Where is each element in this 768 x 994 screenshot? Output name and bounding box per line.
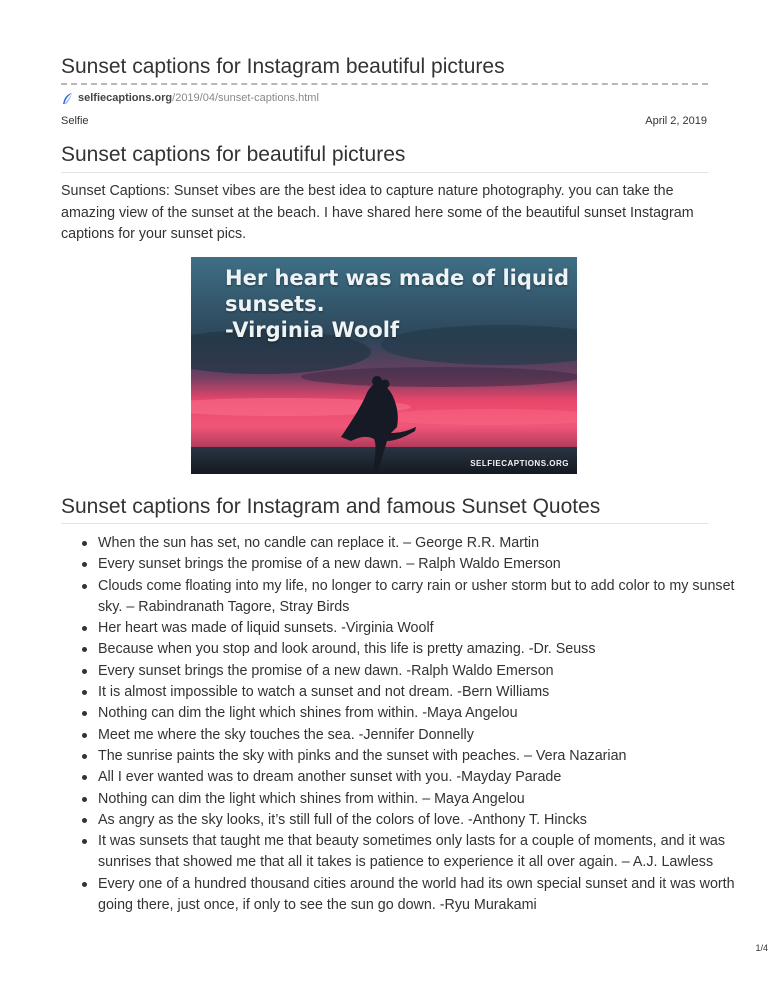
feather-favicon-icon	[61, 92, 74, 105]
image-watermark: SELFIECAPTIONS.ORG	[470, 459, 569, 468]
sunset-quote-image	[191, 257, 577, 474]
list-item: Every sunset brings the promise of a new dawn. – Ralph Waldo Emerson	[98, 554, 748, 575]
quotes-section-heading: Sunset captions for Instagram and famous Sunset Quotes	[61, 495, 601, 518]
source-domain[interactable]: selfiecaptions.org	[78, 92, 173, 104]
heading-rule	[61, 172, 708, 173]
list-item: All I ever wanted was to dream another sunset with you. -Mayday Parade	[98, 767, 748, 788]
list-item: The sunrise paints the sky with pinks and the sunset with peaches. – Vera Nazarian	[98, 746, 748, 767]
source-path[interactable]: /2019/04/sunset-captions.html	[172, 92, 319, 104]
list-item: Because when you stop and look around, this life is pretty amazing. -Dr. Seuss	[98, 639, 748, 660]
post-date: April 2, 2019	[645, 115, 707, 127]
list-item: Her heart was made of liquid sunsets. -Virginia Woolf	[98, 618, 748, 639]
list-item: Nothing can dim the light which shines from within. -Maya Angelou	[98, 703, 748, 724]
image-quote-text: Her heart was made of liquid sunsets. -Virginia Woolf	[225, 266, 570, 342]
list-item: When the sun has set, no candle can replace it. – George R.R. Martin	[98, 533, 748, 554]
intro-paragraph: Sunset Captions: Sunset vibes are the best idea to capture nature photography. you can take the amazing view of the sunset at the beach. I have shared here some of the beautiful sunset Instagram captions for your sunset pics.	[61, 183, 694, 242]
quotes-list	[61, 533, 748, 916]
section-rule	[61, 523, 708, 524]
list-item: Every sunset brings the promise of a new dawn. -Ralph Waldo Emerson	[98, 661, 748, 682]
list-item: Meet me where the sky touches the sea. -Jennifer Donnelly	[98, 725, 748, 746]
list-item: It was sunsets that taught me that beauty sometimes only lasts for a couple of moments, and it was sunrises that showed me that all it takes is patience to experience it all over again. – A.J. Lawless	[98, 831, 748, 874]
list-item: Every one of a hundred thousand cities around the world had its own special sunset and it was worth going there, just once, if only to see the sun go down. -Ryu Murakami	[98, 874, 748, 917]
list-item: Clouds come floating into my life, no longer to carry rain or usher storm but to add color to my sunset sky. – Rabindranath Tagore, Stray Birds	[98, 576, 748, 619]
list-item: Nothing can dim the light which shines from within. – Maya Angelou	[98, 789, 748, 810]
article-heading: Sunset captions for beautiful pictures	[61, 143, 406, 166]
list-item: As angry as the sky looks, it’s still full of the colors of love. -Anthony T. Hincks	[98, 810, 748, 831]
category-label: Selfie	[61, 115, 89, 127]
document-title: Sunset captions for Instagram beautiful pictures	[61, 55, 505, 78]
source-url[interactable]	[61, 90, 319, 106]
title-divider	[61, 83, 708, 85]
page-number: 1/4	[755, 943, 768, 953]
list-item: It is almost impossible to watch a sunset and not dream. -Bern Williams	[98, 682, 748, 703]
